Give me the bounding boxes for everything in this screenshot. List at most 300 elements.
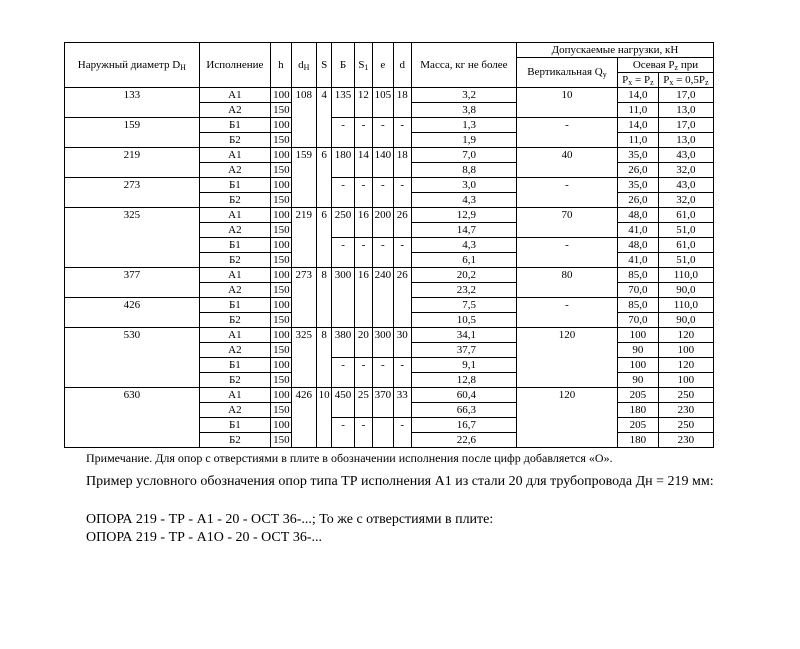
cell-p2: 61,0 <box>658 208 713 223</box>
table-note: Примечание. Для опор с отверстиями в плите в обозначении исполнения после цифр добавляется «О». <box>86 451 613 465</box>
cell-m: 66,3 <box>411 403 516 418</box>
cell-ex: А1 <box>199 88 270 103</box>
header-dn: $d_Н$ <box>291 43 317 88</box>
cell-p1: 14,0 <box>617 88 658 103</box>
cell-b: - <box>332 238 354 253</box>
cell-p2: 32,0 <box>658 193 713 208</box>
cell-qy <box>516 163 617 178</box>
cell-dia: 159 <box>65 118 200 133</box>
cell-s <box>317 403 332 418</box>
cell-s1: 25 <box>354 388 372 403</box>
cell-b: 180 <box>332 148 354 163</box>
cell-dia: 630 <box>65 388 200 403</box>
cell-s1 <box>354 193 372 208</box>
cell-qy: - <box>516 238 617 253</box>
header-e: e <box>373 43 393 88</box>
table-row <box>65 208 714 223</box>
cell-qy <box>516 103 617 118</box>
cell-m: 1,3 <box>411 118 516 133</box>
cell-qy <box>516 433 617 448</box>
cell-e: 300 <box>374 328 392 341</box>
cell-d <box>393 298 411 313</box>
cell-e <box>373 103 393 118</box>
cell-dn <box>291 118 317 133</box>
cell-ex: Б1 <box>199 118 270 133</box>
cell-p1: 205 <box>617 388 658 403</box>
cell-p2: 43,0 <box>658 178 713 193</box>
cell-dn <box>291 253 317 268</box>
cell-h: 150 <box>271 283 291 298</box>
cell-e <box>373 223 393 238</box>
header-d: d <box>393 43 411 88</box>
table-body <box>65 88 714 448</box>
cell-s1 <box>354 163 372 178</box>
cell-s <box>317 253 332 268</box>
cell-b: - <box>332 418 354 433</box>
cell-s: 4 <box>317 88 332 103</box>
header-s1: $S_1$ <box>354 43 372 88</box>
cell-s <box>317 298 332 313</box>
cell-s1 <box>354 403 372 418</box>
table-row <box>65 433 714 448</box>
cell-p1: 26,0 <box>617 163 658 178</box>
cell-dn: 426 <box>291 388 317 403</box>
cell-qy <box>516 313 617 328</box>
cell-h: 150 <box>271 373 291 388</box>
cell-b <box>332 313 354 328</box>
cell-ex: Б2 <box>199 433 270 448</box>
cell-s: 8 <box>317 328 332 343</box>
cell-m: 3,8 <box>411 103 516 118</box>
cell-dn <box>291 343 317 358</box>
cell-s1: 16 <box>354 268 372 283</box>
cell-dia <box>65 103 200 118</box>
cell-m: 16,7 <box>411 418 516 433</box>
cell-h: 100 <box>271 208 291 223</box>
table-row <box>65 88 714 103</box>
header-px-half-pz: $P_x = 0,5P_z$ <box>658 73 713 88</box>
cell-ex: А1 <box>199 328 270 343</box>
cell-m: 60,4 <box>411 388 516 403</box>
cell-m: 20,2 <box>411 268 516 283</box>
cell-ex: А2 <box>199 403 270 418</box>
cell-dn <box>291 298 317 313</box>
example-line-2: ОПОРА 219 - ТР - А1О - 20 - ОСТ 36-... <box>86 530 322 545</box>
cell-qy: 120 <box>516 388 617 403</box>
cell-s1: 14 <box>354 148 372 163</box>
cell-ex: А2 <box>199 343 270 358</box>
cell-qy <box>516 403 617 418</box>
cell-b <box>332 283 354 298</box>
cell-d: - <box>393 178 411 193</box>
cell-p2: 90,0 <box>658 313 713 328</box>
cell-qy <box>516 223 617 238</box>
cell-p2: 13,0 <box>658 133 713 148</box>
cell-ex: А2 <box>199 163 270 178</box>
cell-d <box>393 193 411 208</box>
cell-e <box>373 298 393 313</box>
cell-ex: Б1 <box>199 298 270 313</box>
table-row <box>65 418 714 433</box>
table-row <box>65 163 714 178</box>
cell-s <box>317 373 332 388</box>
cell-h: 100 <box>271 358 291 373</box>
cell-ex: Б2 <box>199 313 270 328</box>
cell-ex: А2 <box>199 283 270 298</box>
cell-h: 100 <box>271 238 291 253</box>
cell-h: 150 <box>271 133 291 148</box>
cell-b <box>332 193 354 208</box>
cell-p2: 100 <box>658 373 713 388</box>
cell-p1: 90 <box>617 343 658 358</box>
cell-p1: 180 <box>617 433 658 448</box>
cell-m: 9,1 <box>411 358 516 373</box>
cell-dia <box>65 238 200 253</box>
cell-qy <box>516 418 617 433</box>
cell-dn <box>291 103 317 118</box>
cell-m: 7,5 <box>411 298 516 313</box>
cell-qy: 70 <box>516 208 617 223</box>
table-row <box>65 373 714 388</box>
example-line-1: ОПОРА 219 - ТР - А1 - 20 - ОСТ 36-...; То же с отверстиями в плите: <box>86 512 494 527</box>
cell-b <box>332 373 354 388</box>
cell-dn <box>291 193 317 208</box>
cell-dn: 325 <box>291 328 317 343</box>
cell-p2: 250 <box>658 388 713 403</box>
cell-p1: 180 <box>617 403 658 418</box>
cell-m: 37,7 <box>411 343 516 358</box>
cell-h: 150 <box>271 433 291 448</box>
cell-dia <box>65 253 200 268</box>
cell-s <box>317 358 332 373</box>
cell-s1 <box>354 433 372 448</box>
cell-dn <box>291 238 317 253</box>
cell-dn <box>291 223 317 238</box>
cell-h: 100 <box>271 178 291 193</box>
header-execution: Исполнение <box>199 43 270 88</box>
cell-e <box>373 433 393 448</box>
cell-m: 3,2 <box>411 88 516 103</box>
cell-e <box>373 313 393 328</box>
cell-qy: 80 <box>516 268 617 283</box>
cell-dia: 273 <box>65 178 200 193</box>
cell-h: 150 <box>271 193 291 208</box>
cell-dia: 426 <box>65 298 200 313</box>
cell-s <box>317 178 332 193</box>
cell-p1: 100 <box>617 328 658 343</box>
cell-b: - <box>332 178 354 193</box>
cell-h: 100 <box>271 328 291 343</box>
cell-s1: - <box>354 118 372 133</box>
cell-s <box>317 118 332 133</box>
cell-d <box>393 313 411 328</box>
cell-dn <box>291 403 317 418</box>
cell-qy <box>516 373 617 388</box>
cell-s1 <box>354 253 372 268</box>
cell-s <box>317 313 332 328</box>
cell-s <box>317 418 332 433</box>
cell-p1: 26,0 <box>617 193 658 208</box>
cell-dia <box>65 133 200 148</box>
cell-m: 3,0 <box>411 178 516 193</box>
cell-e <box>373 418 393 433</box>
cell-qy: 120 <box>516 328 617 343</box>
cell-b <box>332 298 354 313</box>
cell-e: - <box>373 238 393 253</box>
header-mass: Масса, кг не более <box>411 43 516 88</box>
cell-ex: А2 <box>199 223 270 238</box>
cell-s: 8 <box>317 268 332 283</box>
cell-h: 100 <box>271 88 291 103</box>
cell-e: - <box>373 118 393 133</box>
cell-dn: 273 <box>291 268 317 283</box>
cell-dia <box>65 433 200 448</box>
cell-s: 10 <box>317 388 332 403</box>
cell-qy <box>516 343 617 358</box>
cell-h: 150 <box>271 253 291 268</box>
table-row <box>65 178 714 193</box>
cell-s <box>317 103 332 118</box>
cell-d <box>393 163 411 178</box>
cell-m: 34,1 <box>411 328 516 343</box>
cell-e <box>373 163 393 178</box>
cell-b: 300 <box>332 268 354 283</box>
table-row <box>65 343 714 358</box>
cell-h: 150 <box>271 163 291 178</box>
table-row <box>65 148 714 163</box>
cell-ex: Б1 <box>199 358 270 373</box>
header-s: S <box>317 43 332 88</box>
cell-e <box>373 283 393 298</box>
cell-dia <box>65 418 200 433</box>
cell-ex: Б2 <box>199 253 270 268</box>
table-row <box>65 238 714 253</box>
example-title: Пример условного обозначения опор типа ТР исполнения А1 из стали 20 для трубопровода Дн = 219 мм: <box>86 474 714 489</box>
cell-b <box>332 433 354 448</box>
table-row <box>65 133 714 148</box>
cell-m: 22,6 <box>411 433 516 448</box>
cell-s1 <box>354 283 372 298</box>
cell-h: 100 <box>271 298 291 313</box>
cell-d: 18 <box>393 88 411 103</box>
cell-b <box>332 133 354 148</box>
cell-s <box>317 433 332 448</box>
cell-qy: - <box>516 118 617 133</box>
cell-ex: Б1 <box>199 178 270 193</box>
cell-d: - <box>393 418 411 433</box>
cell-p1: 70,0 <box>617 283 658 298</box>
cell-d <box>393 283 411 298</box>
cell-s1 <box>354 373 372 388</box>
cell-e: 140 <box>374 148 392 161</box>
cell-s1 <box>354 133 372 148</box>
table-row <box>65 283 714 298</box>
cell-qy <box>516 358 617 373</box>
cell-ex: А1 <box>199 208 270 223</box>
cell-b: 380 <box>332 328 354 343</box>
cell-e: - <box>373 358 393 373</box>
cell-s: 6 <box>317 148 332 163</box>
cell-p1: 205 <box>617 418 658 433</box>
cell-s <box>317 343 332 358</box>
cell-d <box>393 343 411 358</box>
cell-ex: А2 <box>199 103 270 118</box>
cell-p1: 41,0 <box>617 223 658 238</box>
cell-dia <box>65 358 200 373</box>
table-row <box>65 223 714 238</box>
cell-d: - <box>393 238 411 253</box>
cell-m: 4,3 <box>411 238 516 253</box>
cell-s1 <box>354 223 372 238</box>
cell-p2: 61,0 <box>658 238 713 253</box>
cell-s1: - <box>354 358 372 373</box>
cell-m: 4,3 <box>411 193 516 208</box>
cell-p1: 48,0 <box>617 208 658 223</box>
cell-m: 1,9 <box>411 133 516 148</box>
cell-e <box>373 193 393 208</box>
cell-dia <box>65 343 200 358</box>
cell-b <box>332 223 354 238</box>
cell-dn <box>291 133 317 148</box>
cell-p2: 51,0 <box>658 223 713 238</box>
cell-s <box>317 223 332 238</box>
cell-e: 370 <box>374 388 392 401</box>
cell-dn <box>291 283 317 298</box>
cell-m: 6,1 <box>411 253 516 268</box>
cell-p2: 230 <box>658 433 713 448</box>
table-row <box>65 388 714 403</box>
cell-m: 12,8 <box>411 373 516 388</box>
cell-s: 6 <box>317 208 332 223</box>
cell-b: 135 <box>332 88 354 103</box>
table-row <box>65 193 714 208</box>
cell-h: 150 <box>271 223 291 238</box>
cell-p1: 48,0 <box>617 238 658 253</box>
cell-qy: 10 <box>516 88 617 103</box>
cell-b <box>332 103 354 118</box>
cell-h: 150 <box>271 343 291 358</box>
header-loads: Допускаемые нагрузки, кН <box>516 43 713 58</box>
cell-p2: 110,0 <box>658 268 713 283</box>
cell-s1 <box>354 313 372 328</box>
cell-ex: Б2 <box>199 133 270 148</box>
cell-b: 250 <box>332 208 354 223</box>
cell-b: 450 <box>332 388 354 403</box>
table-row <box>65 298 714 313</box>
cell-m: 8,8 <box>411 163 516 178</box>
cell-p2: 17,0 <box>658 118 713 133</box>
cell-ex: Б2 <box>199 373 270 388</box>
cell-h: 100 <box>271 418 291 433</box>
cell-p1: 11,0 <box>617 133 658 148</box>
cell-d <box>393 373 411 388</box>
cell-e: 200 <box>374 208 392 221</box>
table-row <box>65 358 714 373</box>
cell-m: 7,0 <box>411 148 516 163</box>
cell-p2: 120 <box>658 328 713 343</box>
cell-dia <box>65 223 200 238</box>
cell-p1: 14,0 <box>617 118 658 133</box>
cell-dn <box>291 163 317 178</box>
cell-p1: 35,0 <box>617 178 658 193</box>
cell-p1: 90 <box>617 373 658 388</box>
cell-p1: 85,0 <box>617 268 658 283</box>
cell-d <box>393 433 411 448</box>
cell-s <box>317 163 332 178</box>
cell-p2: 90,0 <box>658 283 713 298</box>
cell-m: 12,9 <box>411 208 516 223</box>
cell-b <box>332 403 354 418</box>
cell-qy <box>516 283 617 298</box>
cell-qy: - <box>516 178 617 193</box>
cell-h: 100 <box>271 388 291 403</box>
table-row <box>65 403 714 418</box>
header-b: Б <box>332 43 354 88</box>
cell-s1 <box>354 343 372 358</box>
cell-b <box>332 253 354 268</box>
cell-qy: 40 <box>516 148 617 163</box>
cell-dia <box>65 193 200 208</box>
cell-d <box>393 223 411 238</box>
cell-e: 105 <box>374 88 392 101</box>
cell-d <box>393 403 411 418</box>
cell-e: - <box>373 178 393 193</box>
cell-s1: 16 <box>354 208 372 223</box>
header-axial: Осевая $P_z$ при <box>617 58 713 73</box>
cell-p2: 250 <box>658 418 713 433</box>
cell-dn <box>291 313 317 328</box>
cell-s <box>317 133 332 148</box>
cell-dia <box>65 163 200 178</box>
cell-ex: А1 <box>199 268 270 283</box>
table-header <box>65 43 714 88</box>
cell-s <box>317 283 332 298</box>
cell-qy <box>516 253 617 268</box>
cell-s1: 20 <box>354 328 372 343</box>
cell-dia <box>65 283 200 298</box>
cell-d: 30 <box>393 328 411 343</box>
table-row <box>65 328 714 343</box>
cell-p2: 100 <box>658 343 713 358</box>
cell-h: 150 <box>271 403 291 418</box>
cell-qy <box>516 193 617 208</box>
cell-dn: 108 <box>291 88 317 103</box>
cell-p1: 85,0 <box>617 298 658 313</box>
cell-p1: 35,0 <box>617 148 658 163</box>
cell-p2: 110,0 <box>658 298 713 313</box>
cell-ex: Б1 <box>199 418 270 433</box>
cell-dia: 325 <box>65 208 200 223</box>
cell-dn: 159 <box>291 148 317 163</box>
table-row <box>65 253 714 268</box>
cell-d: - <box>393 358 411 373</box>
table-row <box>65 313 714 328</box>
cell-e <box>373 253 393 268</box>
cell-dn: 219 <box>291 208 317 223</box>
cell-s1: - <box>354 238 372 253</box>
cell-s <box>317 193 332 208</box>
cell-e: 240 <box>374 268 392 281</box>
cell-e <box>373 343 393 358</box>
cell-m: 10,5 <box>411 313 516 328</box>
cell-ex: А1 <box>199 148 270 163</box>
cell-d: 26 <box>393 208 411 223</box>
cell-b <box>332 343 354 358</box>
cell-p2: 43,0 <box>658 148 713 163</box>
cell-d <box>393 133 411 148</box>
cell-e <box>373 373 393 388</box>
header-px-eq-pz: $P_x = P_z$ <box>617 73 658 88</box>
